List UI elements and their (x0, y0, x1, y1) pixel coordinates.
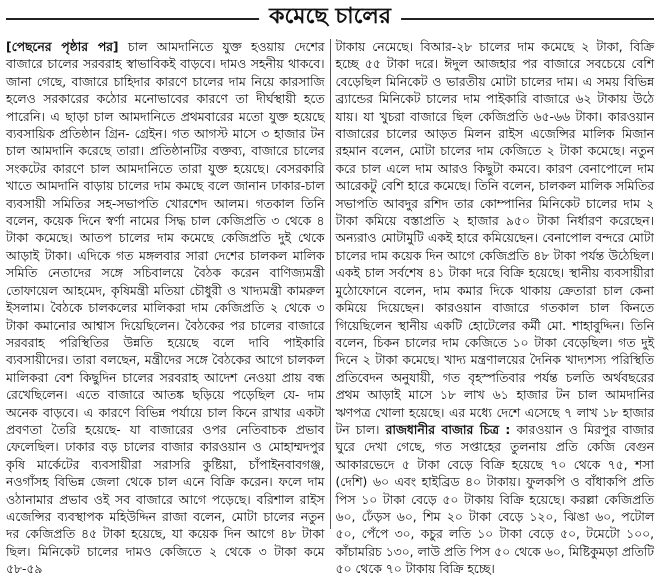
right-column-text-2: কারওয়ান ও মিরপুর বাজার ঘুরে দেখা গেছে, গত সপ্তাহের তুলনায় প্রতি কেজি বেগুন আকারভেদে ৫ টাকা বেড়ে বিক্রি হয়েছে ৭০ থেকে ৭৫, শসা (দেশি) ৬০ এবং হাইব্রিড ৪০ টাকায়। ফুলকপি ও বাঁধাকপি প্রতি পিস ১০ টাকা বেড়ে ৫০ টাকায় বিক্রি হয়েছে। করল্লা কেজিপ্রতি ৬০, ঢেঁড়স ৬০, শিম ২০ টাকা বেড়ে ১২০, ঝিঙা ৬০, পটোল ৫০, পেঁপে ৩০, কচুর লতি ১০ টাকা বেড়ে ৫০, টমেটো ১০০, কাঁচামরিচ ১৩০, লাউ প্রতি পিস ৫০ থেকে ৬০, মিষ্টিকুমড়া প্রতিটি ৫০ থেকে ৭০ টাকায় বিক্রি হচ্ছে। (335, 422, 654, 577)
right-column (331, 39, 655, 577)
continuation-kicker: [পেছনের পৃষ্ঠার পর] (6, 40, 119, 54)
market-subhead: রাজধানীর বাজার চিত্র : (385, 422, 511, 437)
left-column (6, 39, 331, 577)
article-columns (6, 39, 654, 577)
headline-area (6, 0, 654, 36)
right-column-text-1: টাকায় নেমেছে। বিআর-২৮ চালের দাম কমেছে ২ টাকা, বিক্রি হচ্ছে ৫৫ টাকা দরে। ঈদুল আজহার পর বাজারে সবচেয়ে বেশি বেড়েছিল মিনিকেট ও ভারতীয় মোটা চালের দাম। এ সময় বিভিন্ন ব্র্যান্ডের মিনিকেট চালের দাম পাইকারি বাজারে ৬২ টাকায় উঠে যায়। যা খুচরা বাজারে ছিল কেজিপ্রতি ৬৫-৬৬ টাকা। কারওয়ান বাজারের চালের আড়ত মিলন রাইস এজেন্সির মালিক মিজান রহমান বলেন, মোটা চালের দাম কেজিতে ২ টাকা কমেছে। নতুন করে চাল এলে দাম আরও কিছুটা কমবে। কারণ বেনাপোলে দাম আরেকটু বেশি হারে কমেছে। তিনি বলেন, চালকল মালিক সমিতির সভাপতি আবদুর রশিদ তার কোম্পানির মিনিকেট চালের দাম ২ টাকা কমিয়ে বস্তাপ্রতি ২ হাজার ৯৫০ টাকা নির্ধারণ করেছেন। অন্যরাও মোটামুটি একই হারে কমিয়েছেন। বেনাপোল বন্দরে মোটা চালের দাম কয়েক দিন আগে কেজিপ্রতি ৪৮ টাকা পর্যন্ত উঠেছিল। একই চাল সর্বশেষ ৪১ টাকা দরে বিক্রি হয়েছে। স্থানীয় ব্যবসায়ীরা মুঠোফোনে বলেন, দাম কমার দিকে থাকায় ক্রেতারা চাল কেনা কমিয়ে দিয়েছেন। কারওয়ান বাজারে গতকাল চাল কিনতে গিয়েছিলেন স্থানীয় একটি হোটেলের কর্মী মো. শাহাবুদ্দিন। তিনি বলেন, চিকন চালের দাম কেজিতে ১০ টাকা বেড়েছিল। গত দুই দিনে ২ টাকা কমেছে। খাদ্য মন্ত্রণালয়ের দৈনিক খাদ্যশস্য পরিস্থিতি প্রতিবেদন অনুযায়ী, গত বৃহস্পতিবার পর্যন্ত চলতি অর্থবছরের প্রথম আড়াই মাসে ১৮ লাখ ৬১ হাজার টন চাল আমদানির ঋণপত্র খোলা হয়েছে। এর মধ্যে দেশে এসেছে ৭ লাখ ১৮ হাজার টন চাল। (335, 40, 654, 437)
left-column-text: চাল আমদানিতে যুক্ত হওয়ায় দেশের বাজারে চালের সরবরাহ স্বাভাবিকই বাড়বে। দামও সহনীয় থাকবে। জানা গেছে, বাজারে চাহিদার কারণে চালের দাম নিয়ে কারসাজি হলেও সরকারের কঠোর মনোভাবের কারণে তা দীর্ঘস্থায়ী হতে পারেনি। এ ছাড়া চাল আমদানিতে প্রথমবারের মতো যুক্ত হয়েছে ব্যবসায়িক প্রতিষ্ঠান গ্রিন- গ্রেইন। গত আগস্ট মাসে ৩ হাজার টন চাল আমদানি করেছে তারা। প্রতিষ্ঠানটির বক্তব্য, বাজারে চালের সংকটের কারণে চাল আমদানিতে তারা যুক্ত হয়েছে। বেসরকারি খাতে আমদানি বাড়ায় চালের দাম কমছে বলে জানান ঢাকার-চাল ব্যবসায়ী সমিতির সহ-সভাপতি খোরশেদ আলম। গতকাল তিনি বলেন, কয়েক দিনে স্বর্ণা নামের সিদ্ধ চাল কেজিপ্রতি ৩ থেকে ৪ টাকা কমেছে। আতপ চালের দাম কমেছে কেজিপ্রতি দুই থেকে আড়াই টাকা। এদিকে গত মঙ্গলবার সারা দেশের চালকল মালিক সমিতি নেতাদের সঙ্গে সচিবালয়ে বৈঠক করেন বাণিজ্যমন্ত্রী তোফায়েল আহমেদ, কৃষিমন্ত্রী মতিয়া চৌধুরী ও খাদ্যমন্ত্রী কামরুল ইসলাম। বৈঠকে চালকলের মালিকরা দাম কেজিপ্রতি ২ থেকে ৩ টাকা কমানোর আশ্বাস দিয়েছিলেন। বৈঠকের পর চালের বাজারে সরবরাহ পরিস্থিতির উন্নতি হয়েছে বলে দাবি পাইকারি ব্যবসায়ীদের। তারা বলছেন, মন্ত্রীদের সঙ্গে বৈঠকের আগে চালকল মালিকরা বেশ কিছুদিন চালের সরবরাহ আদেশ নেওয়া প্রায় বন্ধ রেখেছিলেন। এতে বাজারে আতঙ্ক ছড়িয়ে পড়েছিল যে- দাম অনেক বাড়বে। এ কারণে বিভিন্ন পর্যায়ে চাল কিনে রাখার একটা প্রবণতা তৈরি হয়েছে- যা বাজারের ওপর নেতিবাচক প্রভাব ফেলেছিল। ঢাকার বড় চালের বাজার কারওয়ান ও মোহাম্মদপুর কৃষি মার্কেটের ব্যবসায়ীরা সরাসরি কুষ্টিয়া, চাঁপাইনবাবগঞ্জ, নওগাঁসহ বিভিন্ন জেলা থেকে চাল এনে বিক্রি করেন। ফলে দাম ওঠানামার প্রভাব ওই সব বাজারে আগে পড়েছে। বরিশাল রাইস এজেন্সির ব্যবস্থাপক মহিউদ্দিন রাজা বলেন, মোটা চালের নতুন দর কেজিপ্রতি ৪৫ টাকা হয়েছে, যা কয়েক দিন আগে ৪৮ টাকা ছিল। মিনিকেট চালের দামও কেজিতে ২ থেকে ৩ টাকা কমে ৫৮-৫৯ (6, 40, 325, 577)
headline: কমেছে চালের (259, 2, 401, 32)
